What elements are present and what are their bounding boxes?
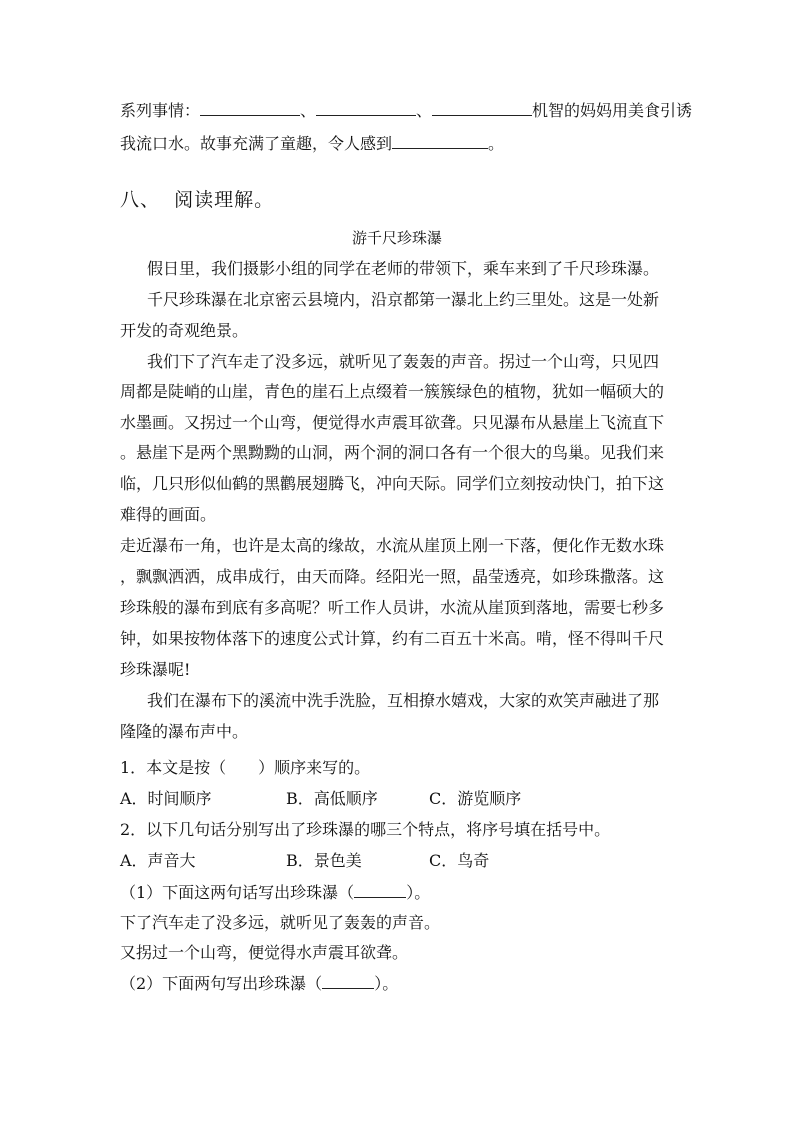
sub-question-2-lead: （2）下面两句写出珍珠瀑（: [120, 974, 323, 993]
answer-blank-sub-1[interactable]: [354, 883, 406, 898]
sub-question-1-sentence: 又拐过一个山弯，便觉得水声震耳欲聋。: [120, 943, 409, 962]
sub-question-1: [120, 883, 430, 903]
passage-line: 周都是陡峭的山崖，青色的崖石上点缀着一簇簇绿色的植物，犹如一幅硕大的: [120, 382, 665, 401]
question-1-stem: 1．本文是按（ ）顺序来写的。: [120, 758, 371, 777]
passage-title: 游千尺珍珠瀑: [351, 229, 442, 247]
option-a[interactable]: A．时间顺序: [120, 789, 212, 808]
passage-line: 假日里，我们摄影小组的同学在老师的带领下，乘车来到了千尺珍珠瀑。: [147, 259, 660, 278]
fill-blank-lead: 系列事情：: [120, 101, 201, 120]
separator: 、: [300, 101, 317, 120]
option-c[interactable]: C．鸟奇: [429, 851, 490, 870]
passage-line: 珍珠瀑呢!: [120, 660, 191, 679]
answer-blank-3[interactable]: [432, 100, 532, 116]
sub-question-1-sentence: 下了汽车走了没多远，就听见了轰轰的声音。: [120, 913, 441, 932]
question-2-stem: 2．以下几句话分别写出了珍珠瀑的哪三个特点，将序号填在括号中。: [120, 820, 611, 839]
passage-line: ，飘飘洒洒，成串成行，由天而降。经阳光一照，晶莹透亮，如珍珠撒落。这: [120, 567, 665, 586]
fill-blank-line-1: [120, 100, 692, 121]
answer-blank-4[interactable]: [392, 133, 488, 149]
sub-question-2: [120, 974, 398, 994]
passage-line: 我们下了汽车走了没多远，就听见了轰轰的声音。拐过一个山弯，只见四: [147, 352, 660, 371]
passage-line: 我们在瀑布下的溪流中洗手洗脸，互相撩水嬉戏，大家的欢笑声融进了那: [147, 691, 660, 710]
section-heading: [120, 190, 274, 210]
answer-blank-2[interactable]: [316, 100, 416, 116]
passage-line: 临，几只形似仙鹤的黑鹳展翅腾飞，冲向天际。同学们立刻按动快门，拍下这: [120, 474, 665, 493]
fill-blank-tail: 机智的妈妈用美食引诱: [532, 101, 693, 120]
option-c[interactable]: C．游览顺序: [429, 789, 522, 808]
section-title: 阅读理解。: [174, 189, 275, 211]
fill-blank-tail-2: 。: [488, 134, 505, 153]
separator: 、: [416, 101, 433, 120]
option-b[interactable]: B．高低顺序: [286, 789, 378, 808]
fill-blank-line-2: [120, 133, 504, 154]
option-b[interactable]: B．景色美: [286, 851, 362, 870]
answer-blank-sub-2[interactable]: [322, 974, 374, 989]
passage-line: 隆隆的瀑布声中。: [120, 722, 249, 741]
passage-line: 珍珠般的瀑布到底有多高呢？听工作人员讲，水流从崖顶到落地，需要七秒多: [120, 598, 665, 617]
answer-blank-1[interactable]: [200, 100, 300, 116]
passage-line: 千尺珍珠瀑在北京密云县境内，沿京都第一瀑北上约三里处。这是一处新: [147, 290, 660, 309]
fill-blank-lead-2: 我流口水。故事充满了童趣，令人感到: [120, 134, 393, 153]
sub-question-1-lead: （1）下面这两句话写出珍珠瀑（: [120, 883, 355, 902]
passage-line: 开发的奇观绝景。: [120, 321, 249, 340]
passage-line: 钟，如果按物体落下的速度公式计算，约有二百五十米高。啃，怪不得叫千尺: [120, 629, 665, 648]
sub-question-1-tail: ）。: [406, 883, 431, 902]
option-a[interactable]: A．声音大: [120, 851, 196, 870]
passage-line: 难得的画面。: [120, 505, 217, 524]
passage-line: 走近瀑布一角，也许是太高的缘故，水流从崖顶上刚一下落，便化作无数水珠: [120, 536, 665, 555]
section-number: 八、: [120, 189, 161, 211]
sub-question-2-tail: ）。: [374, 974, 399, 993]
passage-line: 水墨画。又拐过一个山弯，便觉得水声震耳欲聋。只见瀑布从悬崖上飞流直下: [120, 413, 665, 432]
passage-line: 。悬崖下是两个黑黝黝的山洞，两个洞的洞口各有一个很大的鸟巢。见我们来: [120, 443, 665, 462]
